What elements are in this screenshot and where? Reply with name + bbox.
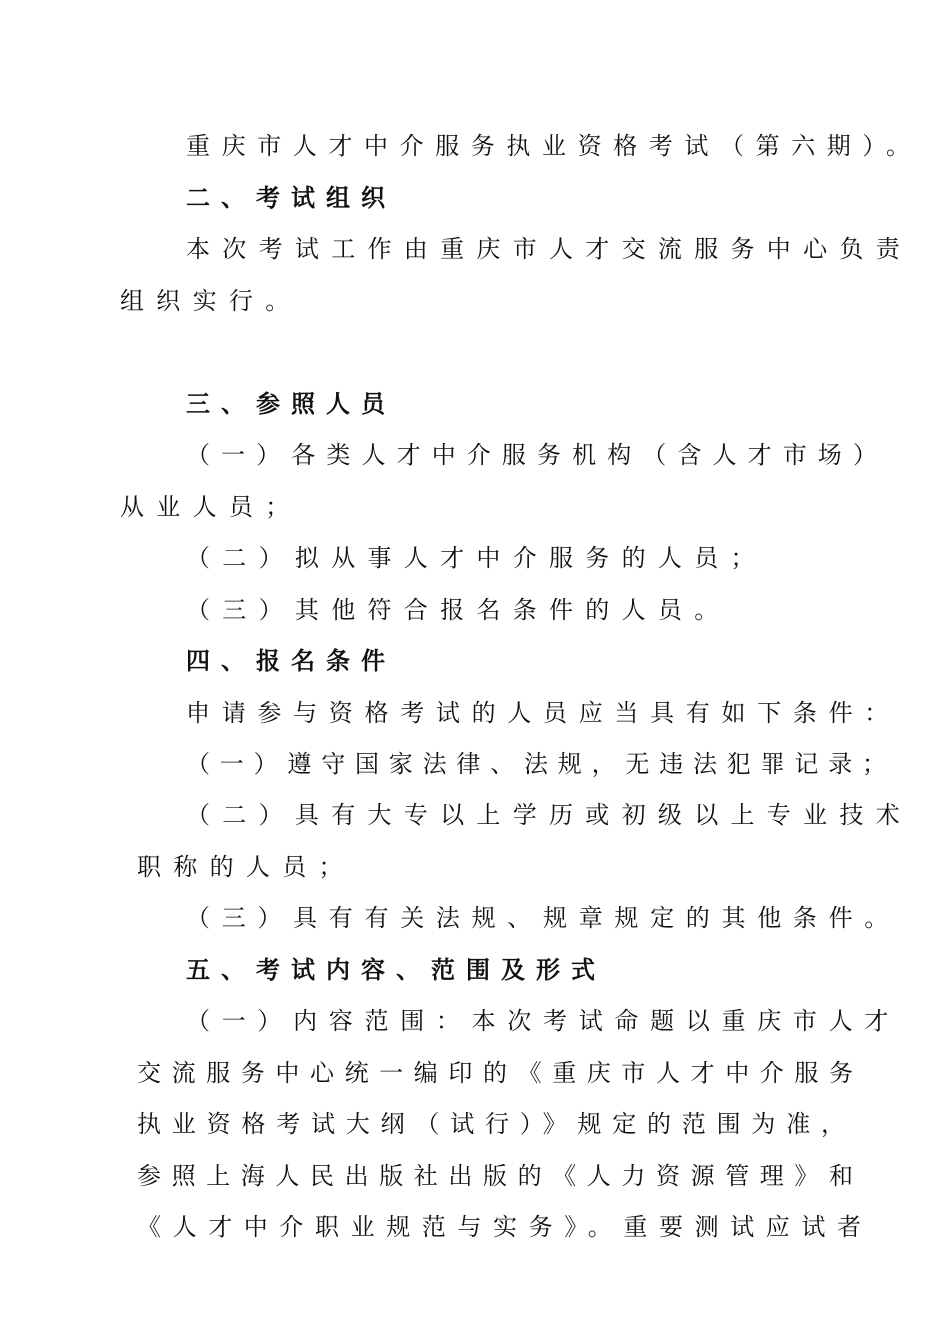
paragraph-line: 申请参与资格考试的人员应当具有如下条件： xyxy=(186,699,900,727)
paragraph-line: （一）遵守国家法律、法规，无违法犯罪记录； xyxy=(186,750,896,778)
paragraph-line: （三）具有有关法规、规章规定的其他条件。 xyxy=(186,904,900,932)
paragraph-line: 《人才中介职业规范与实务》。重要测试应试者 xyxy=(137,1213,873,1241)
paragraph-line: 参照上海人民出版社出版的《人力资源管理》和 xyxy=(137,1162,864,1190)
paragraph-line: （三）其他符合报名条件的人员。 xyxy=(186,596,731,624)
paragraph-line: 从业人员； xyxy=(120,493,302,521)
paragraph-line: （一）内容范围：本次考试命题以重庆市人才 xyxy=(186,1007,900,1035)
paragraph-line: （二）拟从事人才中介服务的人员； xyxy=(186,544,767,572)
section-heading: 四、报名条件 xyxy=(186,647,396,675)
section-heading: 二、考试组织 xyxy=(186,184,396,212)
paragraph-line: 重庆市人才中介服务执业资格考试（第六期）。 xyxy=(186,132,922,160)
paragraph-line: 交流服务中心统一编印的《重庆市人才中介服务 xyxy=(137,1059,864,1087)
paragraph-line: 职称的人员； xyxy=(137,853,355,881)
paragraph-line: 本次考试工作由重庆市人才交流服务中心负责 xyxy=(186,235,912,263)
section-heading: 五、考试内容、范围及形式 xyxy=(186,956,606,984)
paragraph-line: （二）具有大专以上学历或初级以上专业技术 xyxy=(186,801,912,829)
paragraph-line: 执业资格考试大纲（试行）》规定的范围为准， xyxy=(137,1110,856,1138)
paragraph-line: 组织实行。 xyxy=(120,287,302,315)
section-heading: 三、参照人员 xyxy=(186,390,396,418)
paragraph-line: （一）各类人才中介服务机构（含人才市场） xyxy=(186,441,888,469)
